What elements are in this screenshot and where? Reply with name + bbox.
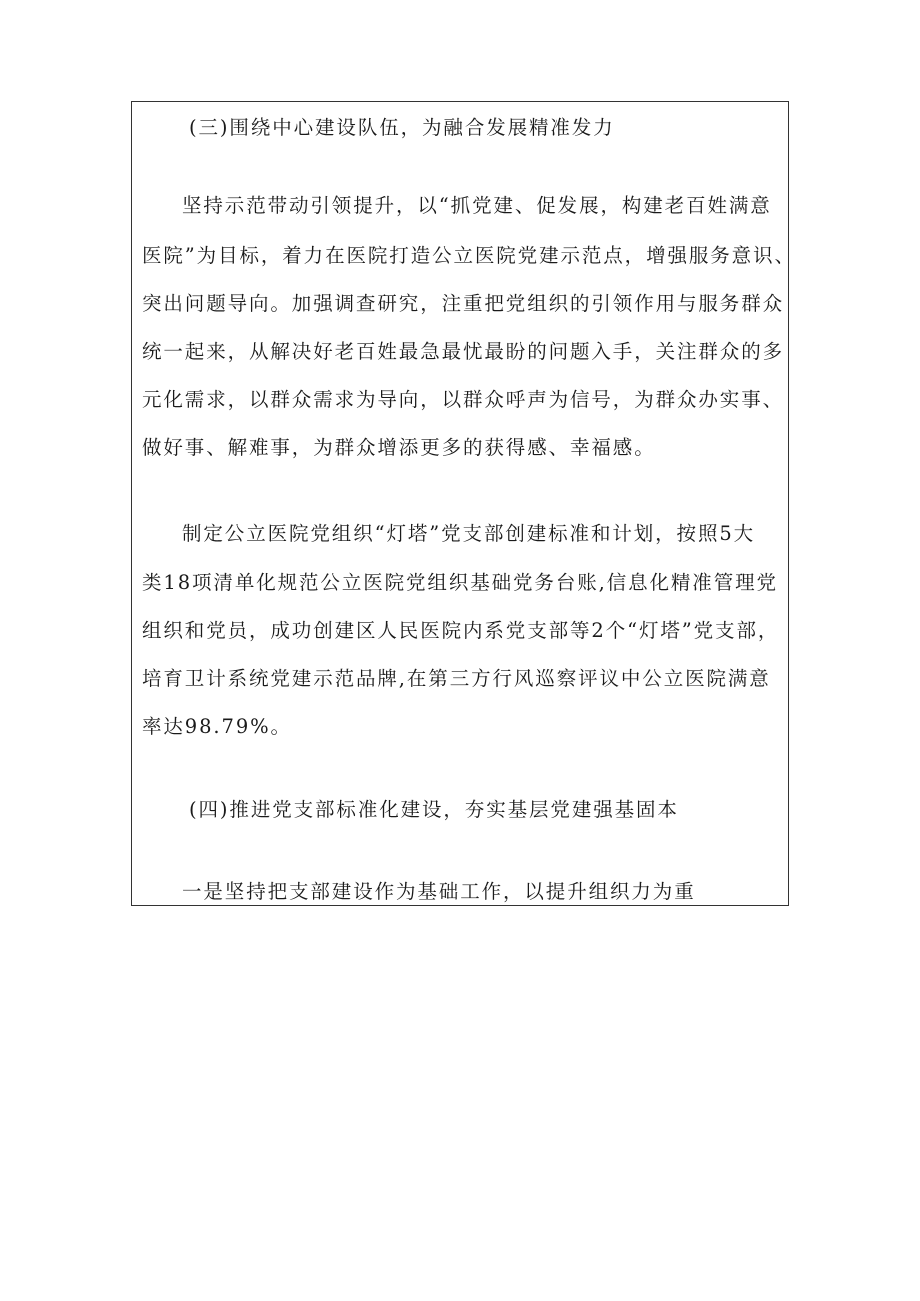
paragraph-line: 医院”为目标，着力在医院打造公立医院党建示范点，增强服务意识、: [142, 244, 796, 267]
paragraph-line: 率达98.79%。: [142, 715, 292, 738]
document-table-cell: [131, 101, 796, 906]
paragraph-line: 突出问题导向。加强调查研究，注重把党组织的引领作用与服务群众: [142, 292, 785, 315]
section-3-heading: (三)围绕中心建设队伍，为融合发展精准发力: [189, 116, 615, 139]
paragraph-3-line: 一是坚持把支部建设作为基础工作，以提升组织力为重: [182, 880, 696, 903]
paragraph-line: 组织和党员，成功创建区人民医院内系党支部等2个“灯塔”党支部，: [142, 619, 780, 642]
section-4-heading: (四)推进党支部标准化建设，夯实基层党建强基固本: [189, 798, 679, 821]
paragraph-line: 做好事、解难事，为群众增添更多的获得感、幸福感。: [142, 436, 656, 459]
paragraph-line: 制定公立医院党组织“灯塔”党支部创建标准和计划，按照5大: [182, 522, 756, 545]
paragraph-line: 类18项清单化规范公立医院党组织基础党务台账,信息化精准管理党: [142, 571, 778, 594]
paragraph-line: 元化需求，以群众需求为导向，以群众呼声为信号，为群众办实事、: [142, 388, 785, 411]
paragraph-line: 统一起来，从解决好老百姓最急最忧最盼的问题入手，关注群众的多: [142, 340, 785, 363]
paragraph-line: 培育卫计系统党建示范品牌,在第三方行风巡察评议中公立医院满意: [142, 667, 771, 690]
paragraph-line: 坚持示范带动引领提升，以“抓党建、促发展，构建老百姓满意: [182, 194, 772, 217]
